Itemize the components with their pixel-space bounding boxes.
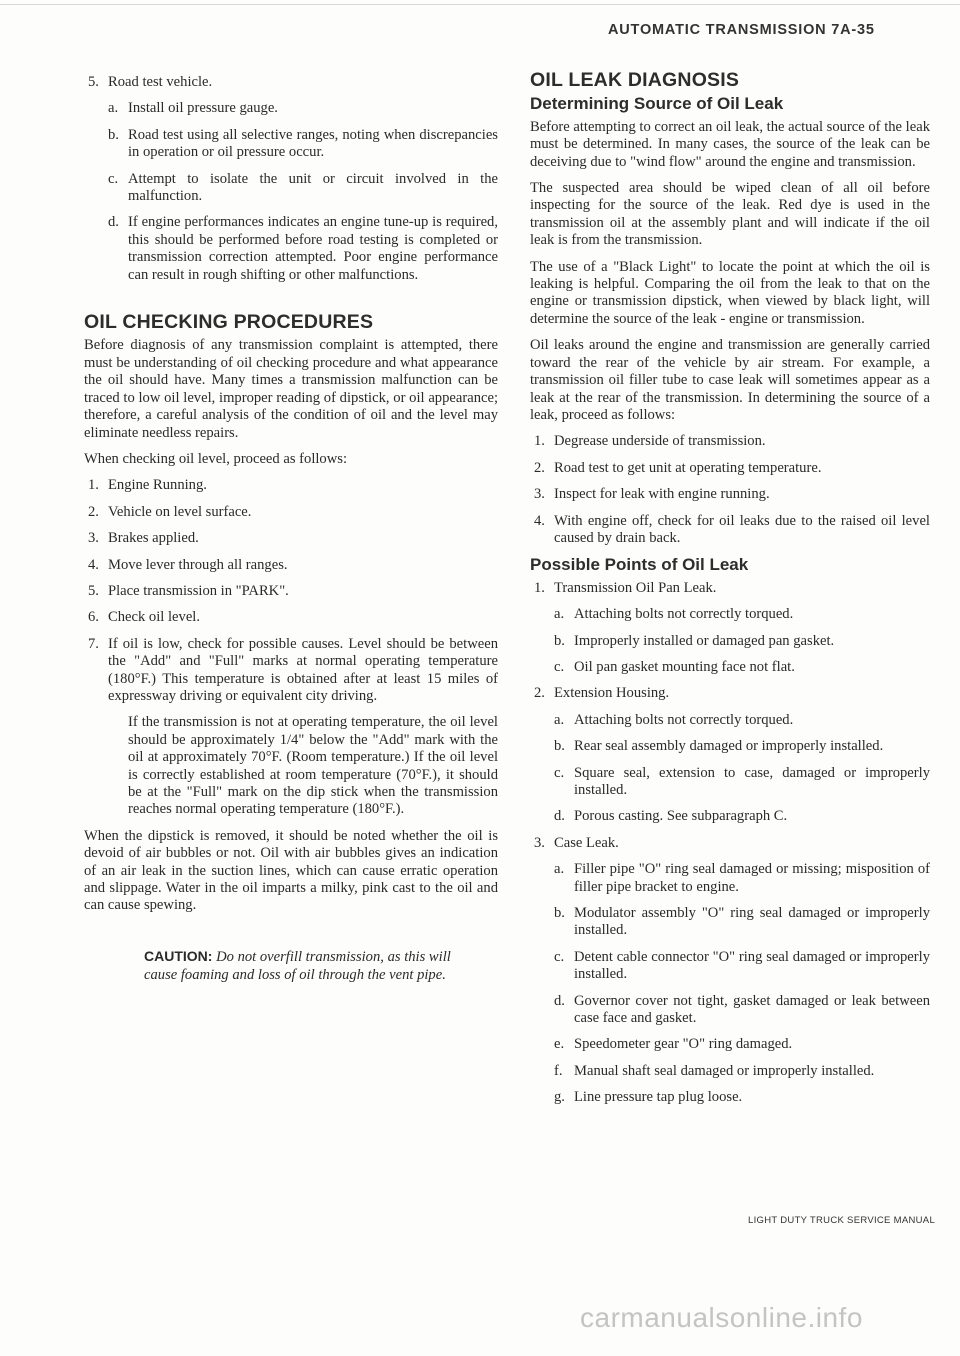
list-item <box>84 583 498 600</box>
item-label: 4. <box>534 512 545 529</box>
item-label: a. <box>108 100 119 117</box>
item-text: Modulator assembly "O" ring seal damaged or improperly installed. <box>574 905 930 939</box>
item-label: c. <box>108 170 119 187</box>
item-text: Road test to get unit at operating temperature. <box>554 459 822 476</box>
item-text: Detent cable connector "O" ring seal damaged or improperly installed. <box>574 948 930 983</box>
item-label: 2. <box>88 503 99 520</box>
item-label: d. <box>108 214 119 231</box>
list-item <box>530 460 930 477</box>
item-text: Attempt to isolate the unit or circuit involved in the malfunction. <box>128 170 498 205</box>
list-item <box>84 504 498 521</box>
item-label: a. <box>554 606 565 623</box>
item-text: Vehicle on level surface. <box>108 503 252 520</box>
item-label: 6. <box>88 609 99 626</box>
list-item <box>530 765 930 800</box>
list-item <box>530 861 930 896</box>
item-text: If oil is low, check for possible causes. Level should be between the "Add" and "Full" marks at normal operating temperature (180°F.) This temperature is obtained after at least 15 miles of expressway driving or equivalent city driving. <box>108 635 498 704</box>
item-text: Place transmission in "PARK". <box>108 582 289 599</box>
list-item <box>530 513 930 548</box>
oil-leak-heading: OIL LEAK DIAGNOSIS <box>530 69 740 91</box>
footer-manual-title: LIGHT DUTY TRUCK SERVICE MANUAL <box>748 1215 936 1226</box>
item-text: Line pressure tap plug loose. <box>574 1089 743 1106</box>
item-label: a. <box>554 861 565 878</box>
item-label: 2. <box>534 685 545 702</box>
leak-group-case <box>530 835 930 852</box>
list-item <box>530 633 930 650</box>
item-label: e. <box>554 1036 565 1053</box>
item-text: Road test vehicle. <box>108 74 213 90</box>
steps-intro: When checking oil level, proceed as follows: <box>84 450 348 467</box>
list-item <box>530 1089 930 1106</box>
item-label: 1. <box>534 579 545 596</box>
list-item <box>84 171 498 206</box>
item-text: Attaching bolts not correctly torqued. <box>574 711 794 728</box>
item-label: 4. <box>88 556 99 573</box>
list-item <box>84 127 498 162</box>
list-item <box>84 609 498 626</box>
item-text: Governor cover not tight, gasket damaged or leak between case face and gasket. <box>574 992 930 1027</box>
item-label: c. <box>554 764 565 781</box>
item-text: Engine Running. <box>108 477 207 494</box>
item-label: b. <box>554 632 565 649</box>
item-text: Rear seal assembly damaged or improperly installed. <box>574 738 884 755</box>
list-item <box>530 606 930 623</box>
item-text: Extension Housing. <box>554 685 670 702</box>
list-item <box>530 738 930 755</box>
leak-group-pan <box>530 580 930 597</box>
item-text: Install oil pressure gauge. <box>128 100 278 117</box>
item-text: Check oil level. <box>108 609 200 626</box>
item-text: Manual shaft seal damaged or improperly installed. <box>574 1062 875 1079</box>
list-item <box>530 1036 930 1053</box>
item-text: Degrease underside of transmission. <box>554 433 766 450</box>
list-item <box>84 636 498 706</box>
item-label: c. <box>554 948 565 965</box>
list-item <box>530 486 930 503</box>
list-item <box>84 530 498 547</box>
item-text: Case Leak. <box>554 834 619 851</box>
paragraph: The suspected area should be wiped clean of all oil before inspecting for the source of the leak. Red dye is used in the transmission oil at the assembly plant and will indicate if the oil leak is from the transmission. <box>530 180 930 249</box>
item-label: c. <box>554 658 565 675</box>
item-text: Speedometer gear "O" ring damaged. <box>574 1036 793 1053</box>
item-label: 1. <box>88 477 99 494</box>
item-text: If engine performances indicates an engine tune-up is required, this should be performed before road testing is completed or transmission correction attempted. Poor engine performance can result in rough shifting or other malfunctions. <box>128 214 498 283</box>
item-label: 5. <box>88 582 99 599</box>
item-label: b. <box>108 126 119 143</box>
item-label: f. <box>554 1062 563 1079</box>
list-item <box>530 433 930 450</box>
list-item <box>84 557 498 574</box>
item-label: a. <box>554 711 565 728</box>
item-text: Improperly installed or damaged pan gasket. <box>574 632 835 649</box>
list-item <box>530 808 930 825</box>
item-text: With engine off, check for oil leaks due to the raised oil level caused by drain back. <box>554 512 930 546</box>
item-text: Road test using all selective ranges, noting when discrepancies in operation or oil pressure occur. <box>128 126 498 161</box>
item-label: d. <box>554 808 565 825</box>
list-item <box>530 993 930 1028</box>
item-text: Square seal, extension to case, damaged or improperly installed. <box>574 764 930 798</box>
item-label: 1. <box>534 433 545 450</box>
item-text: Inspect for leak with engine running. <box>554 486 770 503</box>
right-column <box>530 69 930 1116</box>
item-label: 3. <box>534 486 545 503</box>
item-label: d. <box>554 992 565 1009</box>
possible-points-heading: Possible Points of Oil Leak <box>530 555 749 575</box>
determining-source-heading: Determining Source of Oil Leak <box>530 94 784 114</box>
item-text: Filler pipe "O" ring seal damaged or missing; misposition of filler pipe bracket to engine. <box>574 861 930 895</box>
paragraph: Before attempting to correct an oil leak, the actual source of the leak must be determined. In many cases, the source of the leak can be deceiving due to "wind flow" around the engine and transmission. <box>530 118 930 170</box>
oil-checking-intro: Before diagnosis of any transmission complaint is attempted, there must be understanding of oil checking procedure and what appearance the oil should have. Many times a transmission malfunction can be traced to low oil level, improper reading of dipstick, or oil appearance; therefore, a careful analysis of the condition of oil and the level may eliminate needless repairs. <box>84 337 498 441</box>
list-item <box>530 905 930 940</box>
item-text: Porous casting. See subparagraph C. <box>574 808 788 825</box>
temperature-note: If the transmission is not at operating temperature, the oil level should be approximately 1/4" below the "Add" mark with the oil at approximately 70°F. (Room temperature.) If the oil level is correctly established at room temperature (70°F.), it should be at the "Full" mark on the dip stick when the transmission reaches normal operating temperature (180°F.). <box>128 714 498 818</box>
list-item <box>84 100 498 117</box>
item-label: 2. <box>534 459 545 476</box>
caution-label: CAUTION: <box>144 947 213 964</box>
left-column <box>84 74 498 984</box>
item-label: 7. <box>88 635 99 652</box>
leak-group-extension <box>530 685 930 702</box>
item-label: 5. <box>88 74 99 90</box>
running-header: AUTOMATIC TRANSMISSION 7A-35 <box>608 22 875 38</box>
list-item <box>530 712 930 729</box>
road-test-step <box>84 74 498 91</box>
paragraph: The use of a "Black Light" to locate the point at which the oil is leaking is helpful. Comparing the oil from the leak to that on the engine or transmission dipstick, when viewed by black light, will determine the source of the leak - engine or transmission. <box>530 258 930 327</box>
list-item <box>530 949 930 984</box>
list-item <box>530 659 930 676</box>
list-item <box>84 477 498 494</box>
item-label: b. <box>554 738 565 755</box>
dipstick-paragraph: When the dipstick is removed, it should be noted whether the oil is devoid of air bubbles or not. Oil with air bubbles gives an indication of an air leak in the suction lines, which can cause erratic operation and slippage. Water in the oil imparts a milky, pink cast to the oil and can cause spewing. <box>84 827 498 914</box>
watermark[interactable]: carmanualsonline.info <box>580 1302 863 1333</box>
caution-text: Do not overfill transmission, as this will cause foaming and loss of oil through the vent pipe. <box>144 948 451 983</box>
item-label: g. <box>554 1089 565 1106</box>
item-label: b. <box>554 905 565 922</box>
caution-note <box>144 947 468 984</box>
item-text: Attaching bolts not correctly torqued. <box>574 606 794 623</box>
oil-checking-heading: OIL CHECKING PROCEDURES <box>84 311 374 334</box>
item-text: Move lever through all ranges. <box>108 556 288 573</box>
item-label: 3. <box>88 530 99 547</box>
item-text: Oil pan gasket mounting face not flat. <box>574 658 795 675</box>
list-item <box>84 214 498 284</box>
top-rule <box>0 4 960 5</box>
list-item <box>530 1063 930 1080</box>
item-label: 3. <box>534 834 545 851</box>
paragraph: Oil leaks around the engine and transmission are generally carried toward the rear of the vehicle by air stream. For example, a transmission oil filler tube to case leak will sometimes appear as a leak at the rear of the transmission. In determining the source of a leak, proceed as follows: <box>530 337 930 423</box>
item-text: Brakes applied. <box>108 530 199 547</box>
item-text: Transmission Oil Pan Leak. <box>554 579 717 596</box>
